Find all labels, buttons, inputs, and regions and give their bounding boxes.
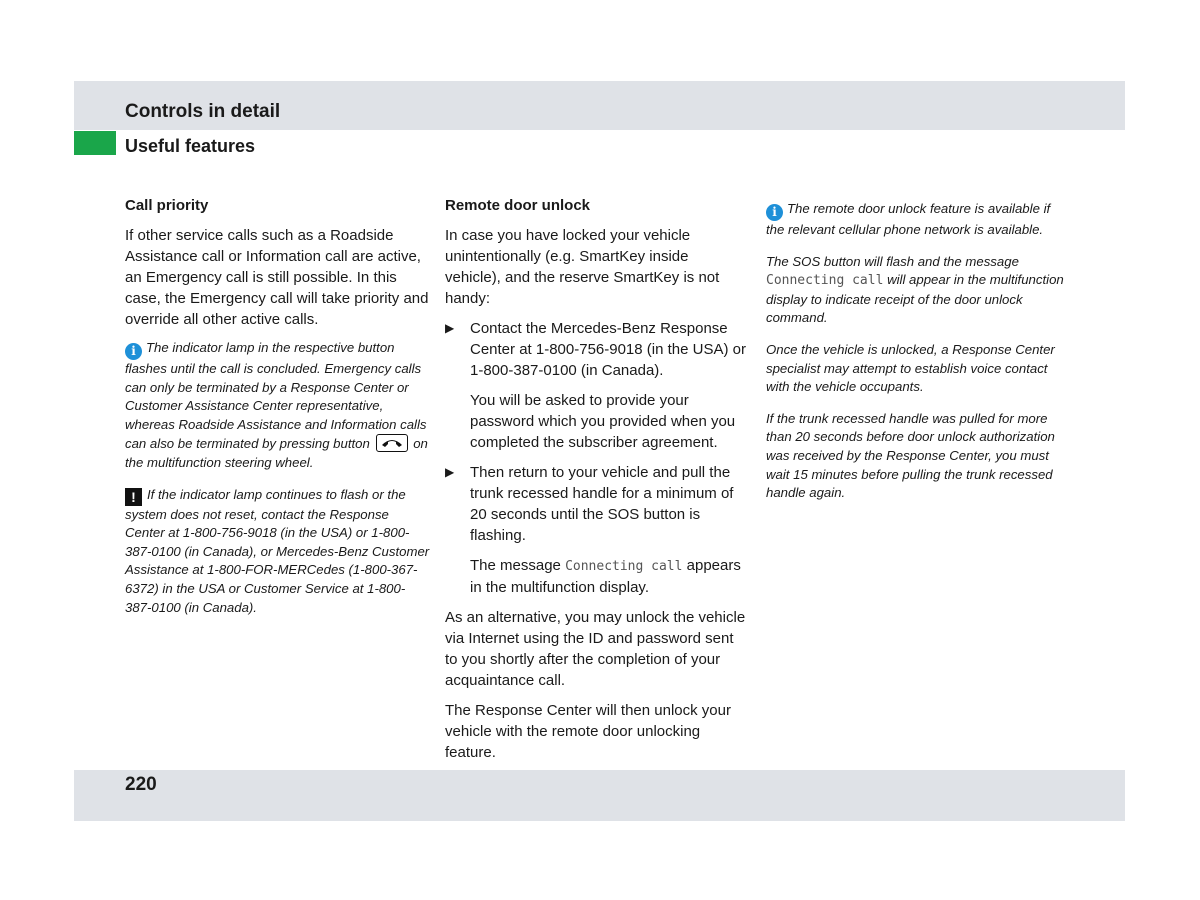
info-note-text: The indicator lamp in the respective button flashes until the call is concluded. Emergency calls can only be terminated by a Response Center or Customer Assistance Center representative, whereas Roadside Assistance and Information calls can also be terminated by pressing button (125, 340, 427, 452)
display-message: Connecting call (766, 273, 884, 289)
end-call-button-icon (376, 434, 408, 452)
remote-door-unlock-heading: Remote door unlock (445, 197, 591, 214)
section-title: Controls in detail (125, 101, 281, 122)
sos-suffix: will appear in the multifunction display to indicate receipt of the door unlock command. (766, 272, 1064, 326)
subsection-title: Useful features (125, 136, 256, 156)
unlocked-note: Once the vehicle is unlocked, a Response Center specialist may attempt to establish voice contact with the vehicle occupants. (766, 341, 1055, 395)
display-message-line (445, 555, 747, 598)
info-note-indicator-lamp (125, 339, 430, 473)
column-call-priority (125, 195, 430, 630)
warning-note (125, 486, 430, 618)
column-remote-door-unlock (445, 195, 747, 772)
step-contact-response-center (445, 318, 747, 381)
info-note-text: The remote door unlock feature is available if the relevant cellular phone network is available. (766, 201, 1051, 237)
footer-band (74, 770, 1125, 821)
info-note-network (766, 200, 1070, 240)
message-prefix: The message (470, 557, 561, 574)
trunk-wait-note: If the trunk recessed handle was pulled for more than 20 seconds before door unlock authorization was received by the Response Center, you must wait 15 minutes before pulling the trunk recessed handle again. (766, 410, 1055, 501)
step-text: Contact the Mercedes-Benz Response Center at 1-800-756-9018 (in the USA) or 1-800-387-0100 (in Canada). (470, 320, 746, 379)
step-arrow-icon: ▶ (445, 321, 455, 335)
call-priority-heading: Call priority (125, 197, 209, 214)
response-center-closing: The Response Center will then unlock your vehicle with the remote door unlocking feature. (445, 702, 731, 761)
sos-prefix: The SOS button will flash and the message (766, 253, 1019, 269)
section-marker-tab (74, 131, 116, 155)
step-pull-trunk-handle (445, 462, 747, 546)
call-priority-paragraph: If other service calls such as a Roadside Assistance call or Information call are active, an Emergency call is still possible. In this case, the Emergency call will take priority and override all other active calls. (125, 227, 429, 328)
message-suffix: appears in the multifunction display. (470, 557, 741, 596)
step-arrow-icon: ▶ (445, 465, 455, 479)
column-notes (766, 195, 1070, 516)
internet-alternative: As an alternative, you may unlock the vehicle via Internet using the ID and password sent to you shortly after the completion of your acquaintance call. (445, 609, 746, 689)
warning-icon: ! (125, 488, 142, 506)
info-icon: i (766, 204, 783, 221)
display-message: Connecting call (565, 559, 683, 574)
remote-unlock-intro: In case you have locked your vehicle unintentionally (e.g. SmartKey inside vehicle), and the reserve SmartKey is not handy: (445, 227, 720, 307)
page-number: 220 (125, 774, 157, 795)
sos-flash-note (766, 253, 1070, 328)
step-text: Then return to your vehicle and pull the trunk recessed handle for a minimum of 20 seconds until the SOS button is flashing. (470, 464, 734, 544)
info-note-text-end: on the multifunction steering wheel. (125, 436, 428, 470)
step-password-detail: You will be asked to provide your password which you provided when you completed the subscriber agreement. (470, 392, 736, 451)
warning-note-text: If the indicator lamp continues to flash or the system does not reset, contact the Response Center at 1-800-756-9018 (in the USA) or 1-800-387-0100 (in Canada), or Mercedes-Benz Customer Assistance at 1-800-FOR-MERCedes (1-800-367-6372) in the USA or Customer Service at 1-800-387-0100 (in Canada). (125, 486, 430, 615)
info-icon: i (125, 343, 142, 360)
